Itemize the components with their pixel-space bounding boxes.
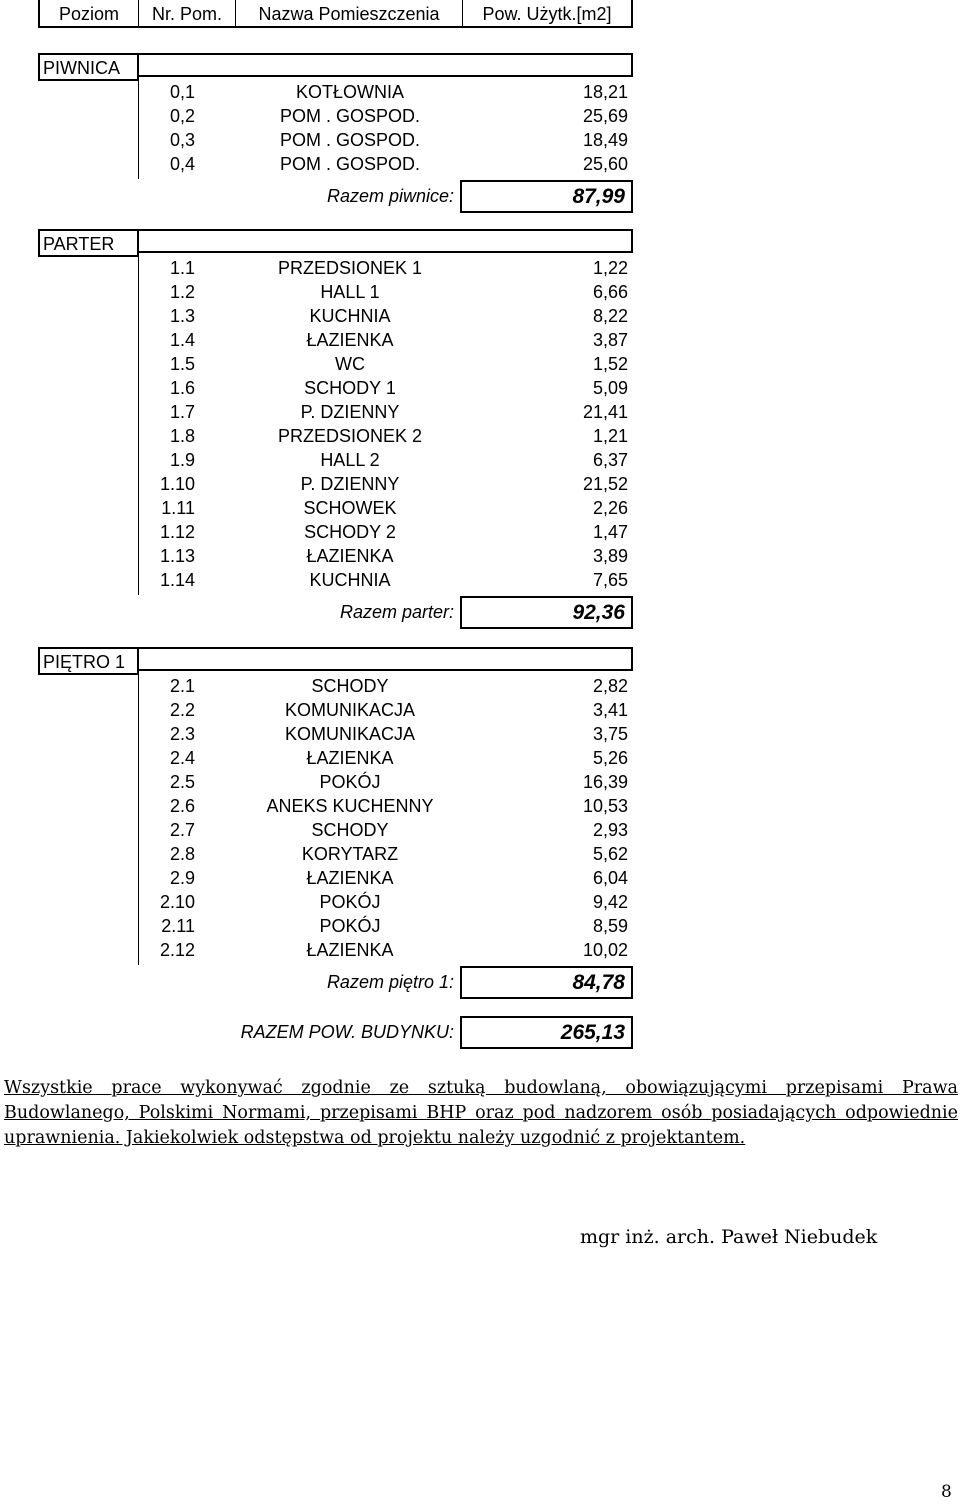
room-number: 1.6 (169, 378, 195, 398)
room-number: 2.7 (169, 820, 195, 840)
room-name: KORYTARZ (301, 844, 399, 864)
room-area: 1,22 (592, 258, 628, 278)
room-number: 2.3 (169, 724, 195, 744)
room-name: POKÓJ (319, 916, 381, 936)
header-room-name: Nazwa Pomieszczenia (235, 0, 462, 26)
room-area: 21,41 (582, 402, 628, 422)
room-name: P. DZIENNY (300, 402, 400, 422)
room-name: HALL 2 (320, 450, 380, 470)
total-value: 265,13 (460, 1016, 633, 1049)
room-name: P. DZIENNY (300, 474, 400, 494)
room-name: ŁAZIENKA (306, 868, 394, 888)
room-name: POM . GOSPOD. (279, 106, 421, 126)
section-sum-label: Razem parter: (339, 602, 454, 622)
room-number: 2.4 (169, 748, 195, 768)
room-number: 1.1 (169, 258, 195, 278)
room-name: ANEKS KUCHENNY (266, 796, 434, 816)
room-name: HALL 1 (320, 282, 380, 302)
room-area: 5,09 (592, 378, 628, 398)
room-number: 1.2 (169, 282, 195, 302)
room-number: 1.9 (169, 450, 195, 470)
room-name: ŁAZIENKA (306, 748, 394, 768)
room-name: KOMUNIKACJA (284, 724, 416, 744)
room-name: WC (335, 354, 365, 374)
room-area: 3,89 (592, 546, 628, 566)
room-number: 1.5 (169, 354, 195, 374)
room-number: 1.10 (159, 474, 195, 494)
room-name: KUCHNIA (309, 570, 391, 590)
room-name: POM . GOSPOD. (279, 130, 421, 150)
room-area: 5,62 (592, 844, 628, 864)
room-number: 1.14 (159, 570, 195, 590)
room-number: 1.7 (169, 402, 195, 422)
room-area: 25,60 (582, 154, 628, 174)
room-area: 6,37 (592, 450, 628, 470)
room-number: 1.13 (159, 546, 195, 566)
section-sum-value: 92,36 (460, 596, 633, 629)
room-area: 8,59 (592, 916, 628, 936)
header-room-no: Nr. Pom. (138, 0, 235, 26)
room-name: ŁAZIENKA (306, 940, 394, 960)
section-header-bar (138, 53, 633, 77)
section-header-bar (138, 647, 633, 671)
room-area: 10,02 (582, 940, 628, 960)
room-area: 3,41 (592, 700, 628, 720)
room-area: 7,65 (592, 570, 628, 590)
room-name: PRZEDSIONEK 1 (277, 258, 423, 278)
header-area: Pow. Użytk.[m2] (462, 0, 631, 26)
section-label: PIĘTRO 1 (38, 647, 139, 675)
room-number: 0,2 (169, 106, 195, 126)
room-name: ŁAZIENKA (306, 546, 394, 566)
room-area: 16,39 (582, 772, 628, 792)
room-name: SCHODY 2 (304, 522, 396, 542)
room-area: 25,69 (582, 106, 628, 126)
construction-note: Wszystkie prace wykonywać zgodnie ze sztuką budowlaną, obowiązującymi przepisami Prawa Budowlanego, Polskimi Normami, przepisami BHP oraz pod nadzorem osób posiadających odpowiednie uprawnienia. Jakiekolwiek odstępstwa od projektu należy uzgodnić z projektantem. (4, 1078, 958, 1148)
section-sum-label: Razem piętro 1: (326, 972, 454, 992)
room-number: 2.10 (159, 892, 195, 912)
room-area: 8,22 (592, 306, 628, 326)
room-area: 6,04 (592, 868, 628, 888)
room-number: 1.3 (169, 306, 195, 326)
room-area: 3,75 (592, 724, 628, 744)
room-number: 2.9 (169, 868, 195, 888)
room-area: 9,42 (592, 892, 628, 912)
section-header-bar (138, 229, 633, 253)
room-number: 1.4 (169, 330, 195, 350)
room-area: 5,26 (592, 748, 628, 768)
room-name: ŁAZIENKA (306, 330, 394, 350)
room-area: 3,87 (592, 330, 628, 350)
room-area: 21,52 (582, 474, 628, 494)
room-number: 2.2 (169, 700, 195, 720)
room-name: KUCHNIA (309, 306, 391, 326)
room-number: 0,1 (169, 82, 195, 102)
room-area: 2,26 (592, 498, 628, 518)
room-number: 1.11 (161, 498, 195, 518)
section-sum-value: 87,99 (460, 180, 633, 213)
room-number: 0,4 (169, 154, 195, 174)
page-number: 8 (941, 1482, 952, 1502)
room-area: 1,52 (592, 354, 628, 374)
room-name: SCHODY (311, 676, 389, 696)
room-name: SCHODY 1 (304, 378, 396, 398)
section-sum-value: 84,78 (460, 966, 633, 999)
room-number: 2.12 (159, 940, 195, 960)
room-number: 2.11 (161, 916, 195, 936)
table-header (38, 0, 633, 28)
room-name: SCHODY (311, 820, 389, 840)
room-number: 2.5 (169, 772, 195, 792)
room-number: 0,3 (169, 130, 195, 150)
section-label: PARTER (38, 229, 139, 257)
room-area: 2,93 (592, 820, 628, 840)
room-name: POM . GOSPOD. (279, 154, 421, 174)
architect-signature: mgr inż. arch. Paweł Niebudek (580, 1226, 878, 1248)
room-number: 2.8 (169, 844, 195, 864)
room-number: 2.6 (169, 796, 195, 816)
room-name: PRZEDSIONEK 2 (277, 426, 423, 446)
room-area: 10,53 (582, 796, 628, 816)
section-sum-label: Razem piwnice: (326, 186, 454, 206)
room-number: 1.12 (159, 522, 195, 542)
section-label: PIWNICA (38, 53, 139, 81)
room-area: 18,49 (582, 130, 628, 150)
room-area: 1,47 (592, 522, 628, 542)
room-name: KOMUNIKACJA (284, 700, 416, 720)
room-name: SCHOWEK (303, 498, 397, 518)
total-label: RAZEM POW. BUDYNKU: (240, 1022, 454, 1042)
room-number: 2.1 (169, 676, 195, 696)
room-name: POKÓJ (319, 772, 381, 792)
room-area: 18,21 (582, 82, 628, 102)
room-name: POKÓJ (319, 892, 381, 912)
room-area: 1,21 (592, 426, 628, 446)
room-number: 1.8 (169, 426, 195, 446)
room-name: KOTŁOWNIA (295, 82, 404, 102)
room-area: 6,66 (592, 282, 628, 302)
room-area: 2,82 (592, 676, 628, 696)
header-level: Poziom (58, 4, 120, 24)
